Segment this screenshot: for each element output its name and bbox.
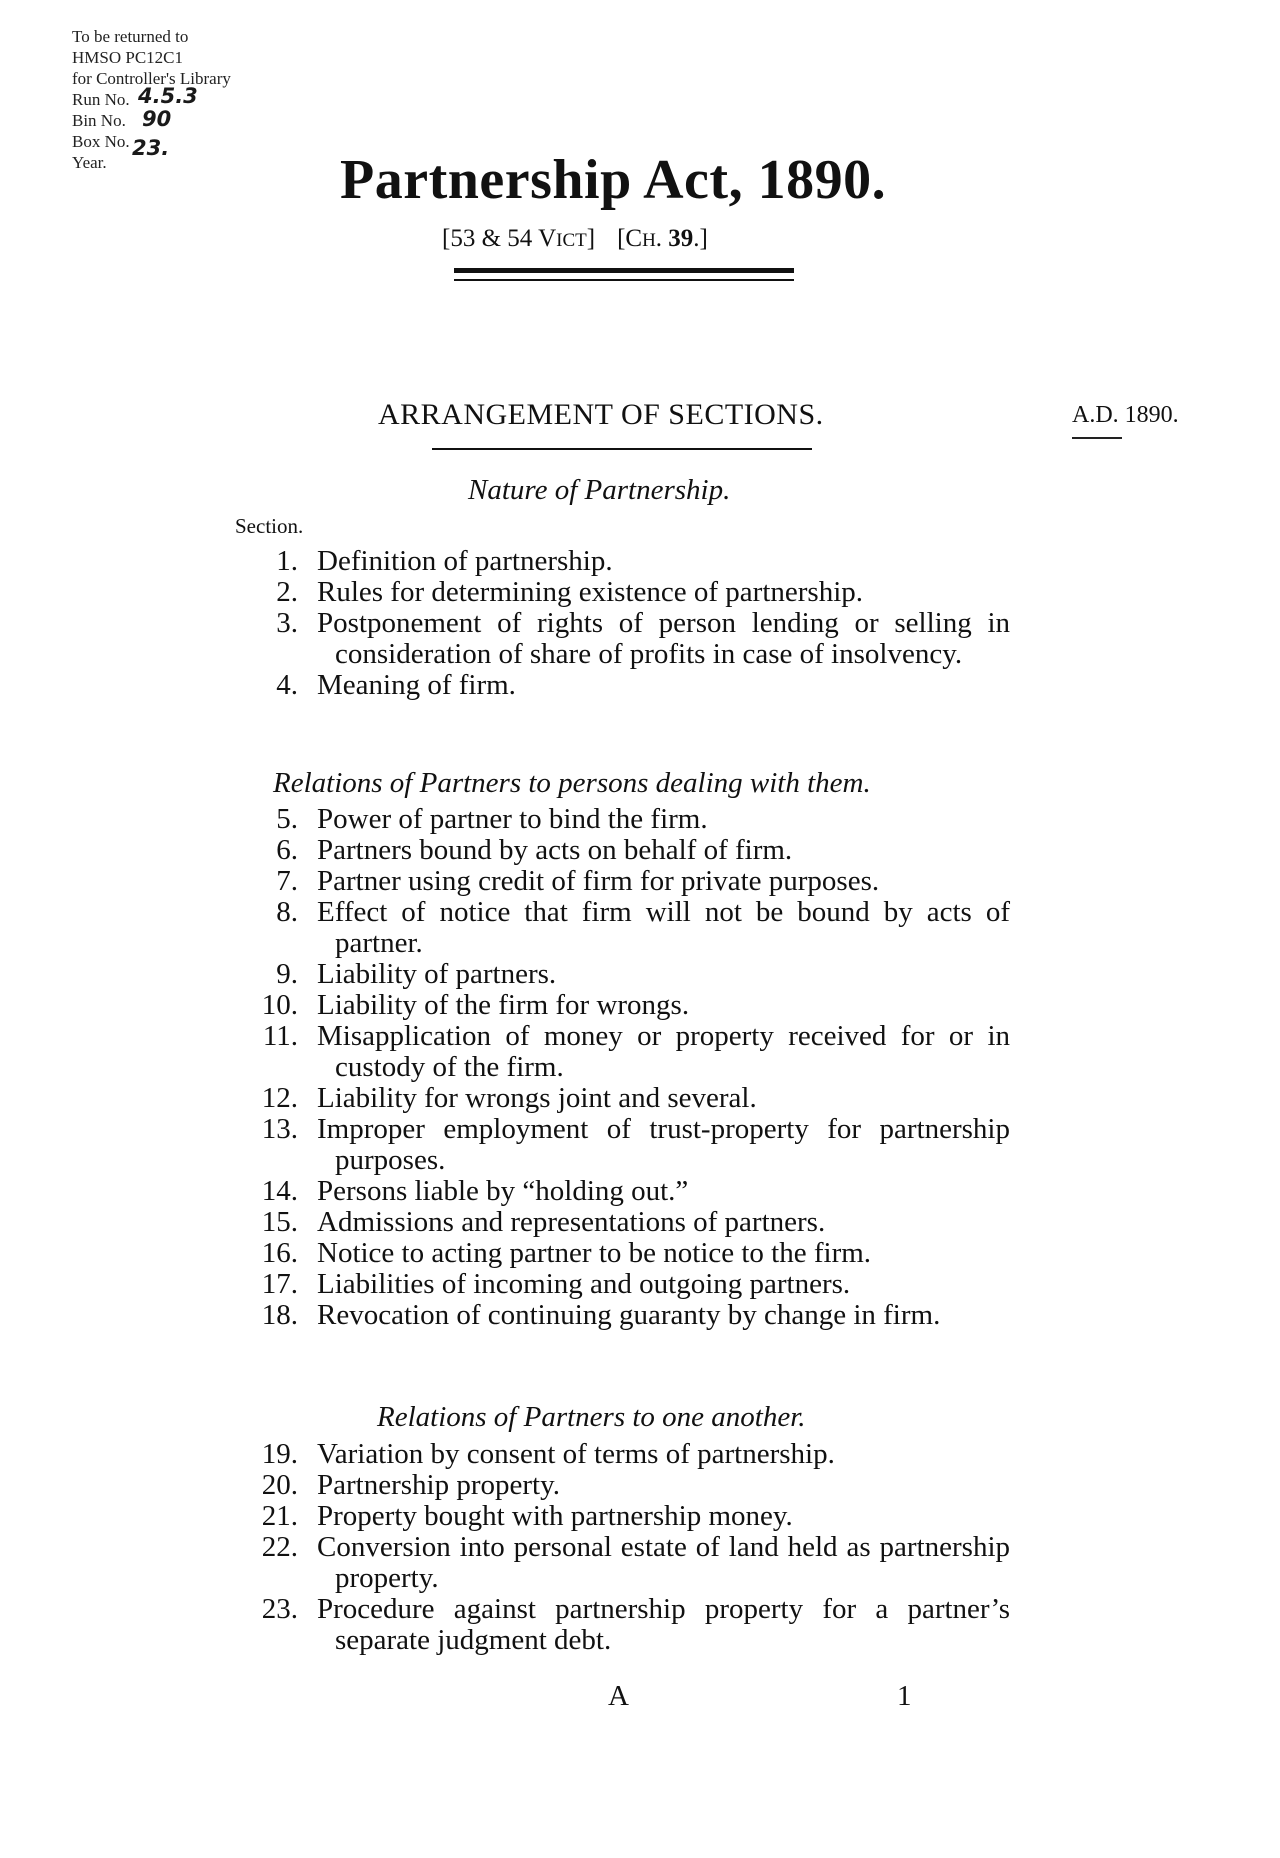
toc-entry: 6. Partners bound by acts on behalf of firm. <box>276 834 793 866</box>
group-heading-relations-partners: Relations of Partners to one another. <box>377 1401 806 1433</box>
toc-group-relations-partners <box>230 1439 1010 1656</box>
toc-entry: 22. Conversion into personal estate of land held as partnership property. <box>261 1531 1010 1594</box>
bin-number-handwritten: 90 <box>142 107 172 131</box>
toc-entry: 12. Liability for wrongs joint and several. <box>261 1082 757 1114</box>
toc-entry: 5. Power of partner to bind the firm. <box>276 803 708 835</box>
toc-entry: 2. Rules for determining existence of partnership. <box>276 576 864 608</box>
act-title: Partnership Act, 1890. <box>340 149 887 211</box>
stamp-line: HMSO PC12C1 <box>72 48 184 67</box>
archive-stamp <box>72 26 231 173</box>
toc-entry: 19. Variation by consent of terms of partnership. <box>261 1438 835 1470</box>
title-rule-thin <box>454 279 794 281</box>
page-number: 1 <box>897 1680 912 1712</box>
box-number-handwritten: 23. <box>132 136 170 160</box>
chapter-number: [CH. 39.] <box>617 225 708 252</box>
stamp-line: Run No. <box>72 90 130 109</box>
section-column-label: Section. <box>235 514 304 538</box>
heading-rule <box>432 448 812 450</box>
toc-entry: 7. Partner using credit of firm for private purposes. <box>276 865 880 897</box>
margin-date: A.D. 1890. <box>1072 402 1179 428</box>
toc-entry: 3. Postponement of rights of person lending or selling in consideration of share of profits in case of insolvency. <box>276 607 1010 670</box>
act-citation <box>442 225 708 253</box>
stamp-line: for Controller's Library <box>72 69 231 88</box>
stamp-line: Bin No. <box>72 111 126 130</box>
toc-entry: 15. Admissions and representations of partners. <box>261 1206 826 1238</box>
toc-entry: 23. Procedure against partnership property for a partner’s separate judgment debt. <box>261 1593 1010 1656</box>
stamp-line: Box No. <box>72 132 130 151</box>
toc-entry: 13. Improper employment of trust-property for partnership purposes. <box>261 1113 1010 1176</box>
toc-group-relations-third-parties <box>230 804 1010 1331</box>
margin-date-underline <box>1072 437 1122 439</box>
group-heading-relations-third-parties: Relations of Partners to persons dealing with them. <box>273 767 871 799</box>
toc-entry: 4. Meaning of firm. <box>276 669 516 701</box>
toc-entry: 10. Liability of the firm for wrongs. <box>261 989 690 1021</box>
toc-entry: 20. Partnership property. <box>261 1469 560 1501</box>
toc-entry: 21. Property bought with partnership money. <box>261 1500 793 1532</box>
toc-entry: 14. Persons liable by “holding out.” <box>261 1175 689 1207</box>
printer-signature-mark: A <box>608 1680 629 1712</box>
toc-entry: 16. Notice to acting partner to be notice to the firm. <box>261 1237 872 1269</box>
run-number-handwritten: 4.5.3 <box>138 84 198 108</box>
toc-entry: 1. Definition of partnership. <box>276 545 613 577</box>
toc-entry: 17. Liabilities of incoming and outgoing partners. <box>261 1268 851 1300</box>
toc-group-nature <box>230 546 1010 701</box>
toc-entry: 8. Effect of notice that firm will not be bound by acts of partner. <box>276 896 1010 959</box>
toc-entry: 11. Misapplication of money or property received for or in custody of the firm. <box>262 1020 1010 1083</box>
regnal-year: [53 & 54 VICT] <box>442 225 596 252</box>
group-heading-nature: Nature of Partnership. <box>468 474 731 506</box>
stamp-line: To be returned to <box>72 27 189 46</box>
title-rule-thick <box>454 268 794 273</box>
toc-entry: 18. Revocation of continuing guaranty by change in firm. <box>261 1299 941 1331</box>
arrangement-heading: ARRANGEMENT OF SECTIONS. <box>378 398 824 431</box>
stamp-line: Year. <box>72 153 107 172</box>
toc-entry: 9. Liability of partners. <box>276 958 557 990</box>
